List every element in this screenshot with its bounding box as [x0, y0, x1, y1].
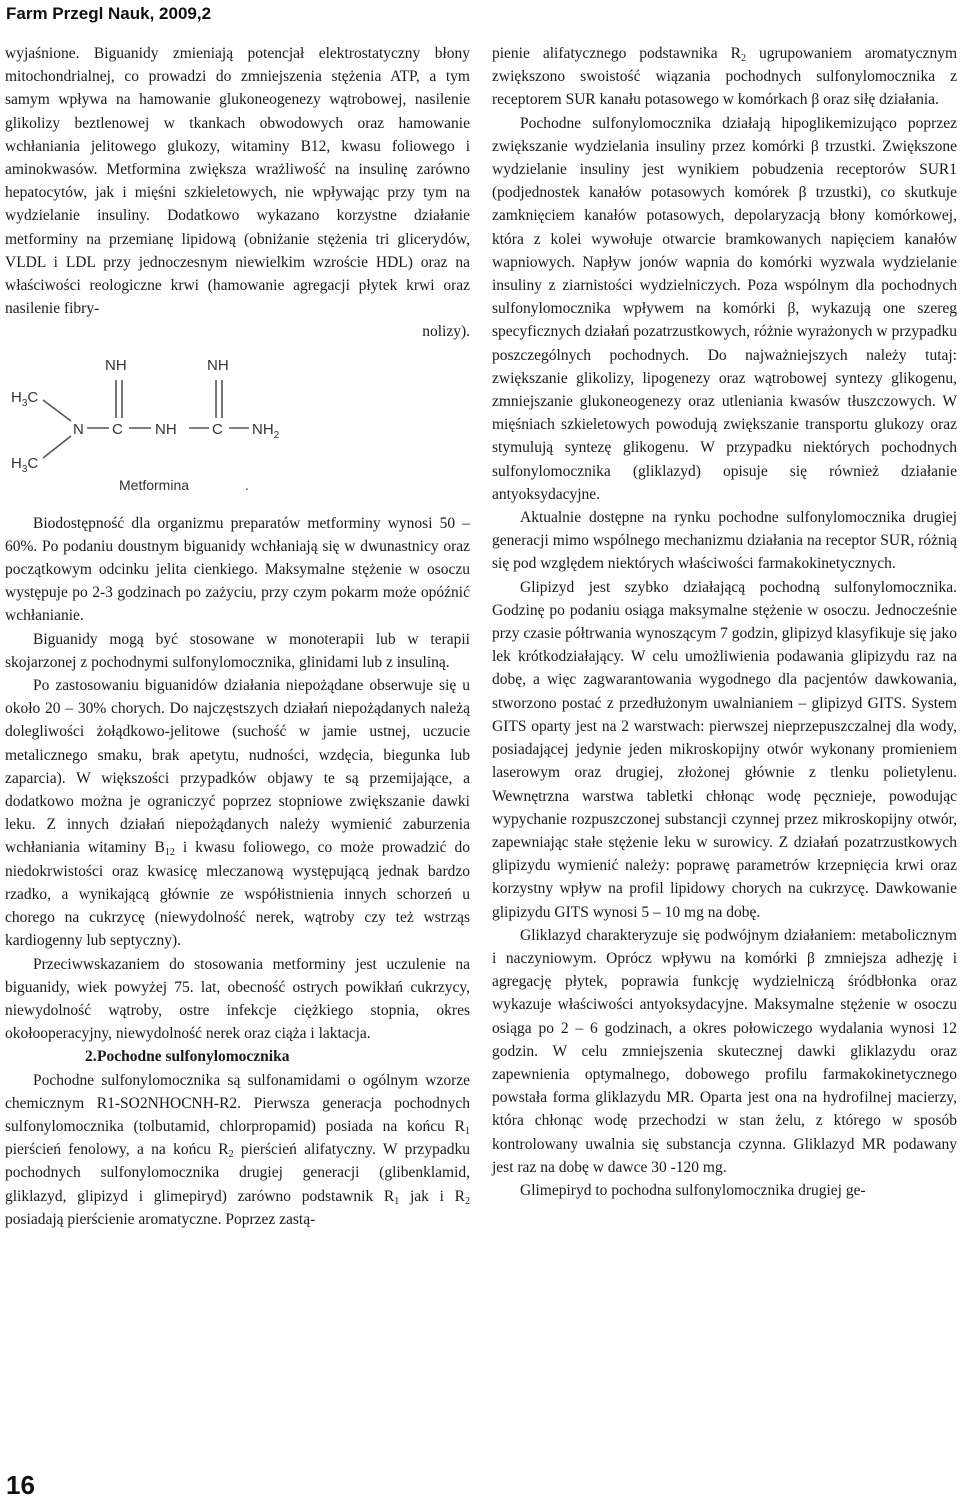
page-number: 16: [6, 1470, 35, 1500]
paragraph: pienie alifatycznego podstawnika $R_2$ ugrupowaniem aromatycznym zwiększono swoistość wiązania pochodnych sulfonylomocznika z receptorem SUR kanału potasowego w komórkach β oraz siłę działania.: [492, 45, 957, 109]
running-head: Farm Przegl Nauk, 2009,2: [6, 4, 212, 23]
paragraph: Pochodne sulfonylomocznika są sulfonamidami o ogólnym wzorze chemicznym R1-SO2NHOCNH-R2. Pierwsza generacja pochodnych sulfonylomocznika (tolbutamid, chlorpropamid) posiada na końcu $R_1$ pierścień fenolowy, a na końcu $R_2$ pierścień alifatyczny. W przypadku pochodnych sulfonylomocznika drugiej generacji (glibenklamid, gliklazyd, glipizyd i glimepiryd) zarówno podstawnik $R_1$ jak i $R_2$ posiadają pierścienie aromatyczne. Poprzez zastą-: [5, 1071, 471, 1228]
paragraph: Glipizyd jest szybko działającą pochodną sulfonylomocznika. Godzinę po podaniu osiąga maksymalne stężenie w osoczu. Jednocześnie przy czasie półtrwania wynoszącym 7 godzin, glipizyd klasyfikuje się jako lek krótkodziałający. W celu umożliwienia podawania glipizydu raz na dobę, a więc zagwarantowania wygodnego dla pacjentów dawkowania, stworzono postać z przedłużonym uwalnianiem – glipizyd GITS. System GITS oparty jest na 2 warstwach: pierwszej nieprzepuszczalnej dla wody, posiadającej jedynie jeden mikroskopijny otwór wykonany promieniem laserowym oraz drugiej, złożonej głównie z tlenku polietylenu. Wewnętrzna warstwa tabletki chłonąc wodę pęcznieje, powodując wypychanie rozpuszczonej substancji czynnej przez mikroskopijny otwór, zapewniając stałe stężenie leku w surowicy. Z działań pozatrzustkowych glipizydu wymienić należy: poprawę parametrów krzepnięcia krwi oraz korzystny wpływ na profil lipidowy chorych na cukrzycę. Dawkowanie glipizydu GITS wynosi 5 – 10 mg na dobę.: [492, 578, 957, 921]
imine-nh-label: NH: [105, 356, 127, 374]
metformin-structure-figure: [5, 348, 470, 498]
methyl-label: $H_3C$: [11, 388, 39, 409]
amino-nh2-label: $NH_2$: [252, 420, 280, 441]
paragraph: Przeciwwskazaniem do stosowania metforminy jest uczulenie na biguanidy, wiek powyżej 75. lat, obecność ostrych powikłań cukrzycy, niewydolność wątroby, ostre infekcje ciężkiego stopnia, okres okołooperacyjny, niewydolność nerek oraz ciąża i laktacja.: [5, 955, 470, 1043]
amine-nh-label: NH: [155, 420, 177, 438]
paragraph: Glimepiryd to pochodna sulfonylomocznika drugiej ge-: [520, 1181, 866, 1199]
paragraph: Biodostępność dla organizmu preparatów metforminy wynosi 50 – 60%. Po podaniu doustnym biguanidy wchłaniają się w dwunastnicy oraz początkowym odcinku jelita cienkiego. Maksymalne stężenie w osoczu występuje po 2-3 godzinach po zażyciu, przy czym pokarm może opóźnić wchłanianie.: [5, 514, 470, 625]
paragraph: wyjaśnione. Biguanidy zmieniają potencjał elektrostatyczny błony mitochondrialnej, co prowadzi do zmniejszenia stężenia ATP, a tym samym wpływa na hamowanie glukoneogenezy wątrobowej, nasilenie glikolizy beztlenowej w tkankach obwodowych oraz hamowanie wchłaniania jelitowego glukozy, witaminy B12, kwasu foliowego i aminokwasów. Metformina zwiększa wrażliwość na insulinę zarówno hepatocytów, jak i mięśni szkieletowych, nie wpływając przy tym na wydzielanie insuliny. Dodatkowo wykazano korzystne działanie metforminy na przemianę lipidową (obniżanie stężenia tri glicerydów, VLDL i LDL przy jednoczesnym niewielkim wzroście HDL) oraz na właściwości reologiczne krwi (hamowanie agregacji płytek krwi oraz nasilenie fibry-: [5, 45, 470, 318]
methyl-label: $H_3C$: [11, 454, 39, 475]
right-column: [492, 42, 957, 1202]
carbon-label: C: [112, 420, 123, 438]
carbon-label: C: [212, 420, 223, 438]
paragraph: Po zastosowaniu biguanidów działania niepożądane obserwuje się u około 20 – 30% chorych. Do najczęstszych działań niepożądanych należą dolegliwości żołądkowo-jelitowe (suchość w jamie ustnej, uczucie metalicznego smaku, brak apetytu, nudności, wzdęcia, biegunka lub zaparcia). W większości przypadków objawy te są przemijające, a dodatkowo można je ograniczyć poprzez stopniowe zwiększanie dawki leku. Z innych działań niepożądanych należy wymienić zaburzenia wchłaniania witaminy $B_{12}$ i kwasu foliowego, co może prowadzić do niedokrwistości oraz kwasicę mleczanową występującą jednak bardzo rzadko, a wynikającą głównie ze współistnienia innych schorzeń u chorego na cukrzycę (niewydolność nerek, wątroby czy też wstrząs kardiogenny lub septyczny).: [5, 677, 470, 950]
figure-dot: .: [245, 476, 249, 493]
paragraph-end: nolizy).: [422, 323, 470, 341]
paragraph: Biguanidy mogą być stosowane w monoterapii lub w terapii skojarzonej z pochodnymi sulfonylomocznika, glinidami lub z insuliną.: [5, 630, 470, 671]
left-column: [5, 42, 470, 1231]
figure-caption: Metformina: [119, 476, 190, 493]
paragraph: Pochodne sulfonylomocznika działają hipoglikemizująco poprzez zwiększanie wydzielania insuliny przez komórki β trzustki. Zwiększone wydzielanie insuliny jest wynikiem pobudzenia receptorów SUR1 (podjednostek kanałów potasowych komórek β trzustki), co skutkuje zamknięciem kanałów potasowych, depolaryzacją błony komórkowej, która z kolei wywołuje otwarcie bramkowanych napięciem kanałów wapniowych. Napływ jonów wapnia do komórki wyzwala wydzielanie insuliny z ziarnistości wydzielniczych. Poza wspólnym dla pochodnych sulfonylomocznika wpływem na komórki β, wykazują one szereg specyficznych działań pozatrzustkowych, różnie wyrażonych w przypadku poszczególnych pochodnych. Do najważniejszych należy tutaj: zwiększanie glikolizy, lipogenezy oraz wątrobowej syntezy glikogenu, zmniejszanie glukoneogenezy oraz utleniania kwasów tłuszczowych. W mięśniach szkieletowych powodują zwiększanie transportu glukozy oraz stymulują syntezę glikogenu. W przypadku niektórych pochodnych sulfonylomocznika (gliklazyd) opisuje się również działanie antyoksydacyjne.: [492, 114, 957, 503]
imine-nh-label: NH: [207, 356, 229, 374]
paragraph: Aktualnie dostępne na rynku pochodne sulfonylomocznika drugiej generacji mimo wspólnego mechanizmu działania na receptor SUR, różnią się pod względem niektórych właściwości farmakokinetycznych.: [492, 509, 957, 573]
metformin-structural-formula: [5, 348, 305, 498]
section-heading: 2.Pochodne sulfonylomocznika: [85, 1048, 290, 1066]
paragraph: Gliklazyd charakteryzuje się podwójnym działaniem: metabolicznym i naczyniowym. Oprócz wpływu na komórki β zmniejsza adhezję i agregację płytek, poprawia funkcję wydzielniczą śródbłonka oraz wykazuje właściwości antyoksydacyjne. Maksymalne stężenie w osoczu osiąga po 2 – 6 godzinach, a okres połowiczego wydalania wynosi 12 godzin. W celu zmniejszenia skutecznej dawki gliklazydu oraz zapewnienia optymalnego, dobowego profilu farmakokinetycznego powstała forma gliklazydu MR. Oparta jest ona na hydrofilnej macierzy, która chłonąc wodę przechodzi w stan żelu, z którego w sposób kontrolowany uwalnia się substancja czynna. Gliklazyd MR podawany jest raz na dobę w dawce 30 -120 mg.: [492, 926, 957, 1176]
nitrogen-label: N: [73, 420, 84, 438]
